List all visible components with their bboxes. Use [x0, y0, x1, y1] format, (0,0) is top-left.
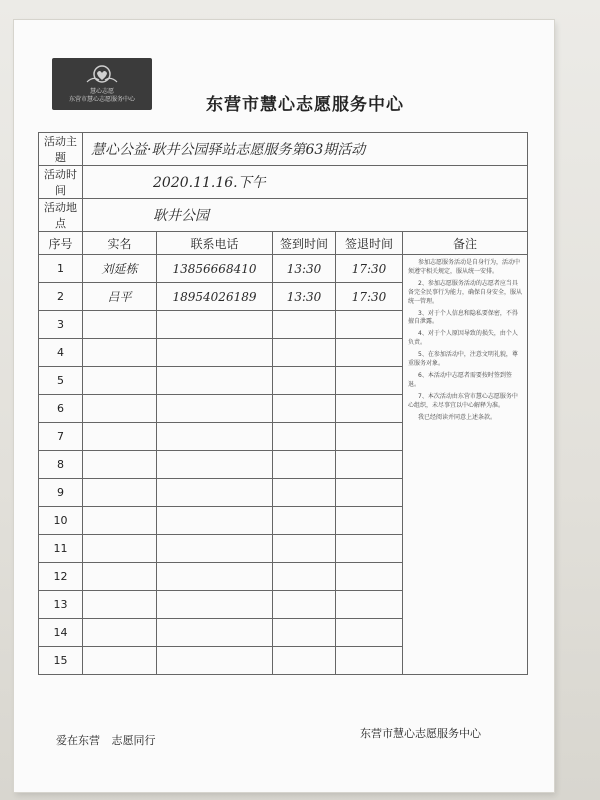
row-number: 1 — [39, 255, 83, 283]
remark-paragraph: 4、对于个人原因导致的损失，由个人负责。 — [408, 330, 518, 347]
row-phone: 18954026189 — [157, 283, 273, 311]
remark-paragraph: 我已经阅读并同意上述条款。 — [418, 413, 497, 421]
col-header-signin: 签到时间 — [273, 232, 336, 255]
row-name: 吕平 — [83, 283, 157, 311]
row-number: 9 — [39, 479, 83, 507]
theme-label: 活动主题 — [39, 133, 83, 166]
footer-slogan: 爱在东营 志愿同行 — [56, 734, 156, 747]
remark-paragraph: 5、在参加活动中，注意文明礼貌，尊重服务对象。 — [408, 351, 518, 368]
col-header-no: 序号 — [39, 232, 83, 255]
time-label: 活动时间 — [39, 166, 83, 199]
row-number: 10 — [39, 507, 83, 535]
place-value: 耿井公园 — [83, 199, 528, 232]
row-signout: 17:30 — [336, 283, 403, 311]
row-name: 刘延栋 — [83, 255, 157, 283]
place-label: 活动地点 — [39, 199, 83, 232]
row-number: 4 — [39, 339, 83, 367]
row-signout: 17:30 — [336, 255, 403, 283]
signin-table — [38, 132, 528, 675]
remark-paragraph: 3、对于个人信息和隐私要保密，不得擅自泄露。 — [408, 309, 518, 326]
remarks-block — [403, 255, 528, 675]
heart-hands-icon — [84, 64, 120, 86]
footer-organization: 东营市慧心志愿服务中心 — [360, 727, 481, 740]
time-value: 2020.11.16.下午 — [83, 166, 528, 199]
row-number: 8 — [39, 451, 83, 479]
page-title: 东营市慧心志愿服务中心 — [206, 95, 404, 115]
remark-paragraph: 7、本次活动由东营市慧心志愿服务中心组织，未尽事宜以中心解释为准。 — [408, 392, 518, 409]
row-phone: 13856668410 — [157, 255, 273, 283]
table-row — [39, 255, 528, 283]
remark-paragraph: 参加志愿服务活动是自身行为，活动中须遵守相关规定，服从统一安排。 — [408, 259, 521, 275]
row-number: 15 — [39, 647, 83, 675]
organization-logo — [52, 58, 152, 110]
row-number: 7 — [39, 423, 83, 451]
row-signin: 13:30 — [273, 255, 336, 283]
logo-text-line2: 东营市慧心志愿服务中心 — [68, 96, 135, 103]
col-header-name: 实名 — [83, 232, 157, 255]
row-number: 3 — [39, 311, 83, 339]
remark-paragraph: 2、参加志愿服务活动的志愿者应当具备完全民事行为能力，确保自身安全，服从统一管理。 — [408, 279, 523, 305]
col-header-phone: 联系电话 — [157, 232, 273, 255]
row-number: 6 — [39, 395, 83, 423]
theme-value: 慧心公益·耿井公园驿站志愿服务第63期活动 — [83, 133, 528, 166]
col-header-signout: 签退时间 — [336, 232, 403, 255]
row-number: 14 — [39, 619, 83, 647]
remark-paragraph: 6、本活动中志愿者需要按时签到签退。 — [408, 371, 512, 388]
row-number: 2 — [39, 283, 83, 311]
row-number: 5 — [39, 367, 83, 395]
row-signin: 13:30 — [273, 283, 336, 311]
row-number: 13 — [39, 591, 83, 619]
row-number: 11 — [39, 535, 83, 563]
row-number: 12 — [39, 563, 83, 591]
col-header-remarks: 备注 — [403, 232, 528, 255]
logo-text-line1: 慧心志愿 — [89, 88, 114, 95]
